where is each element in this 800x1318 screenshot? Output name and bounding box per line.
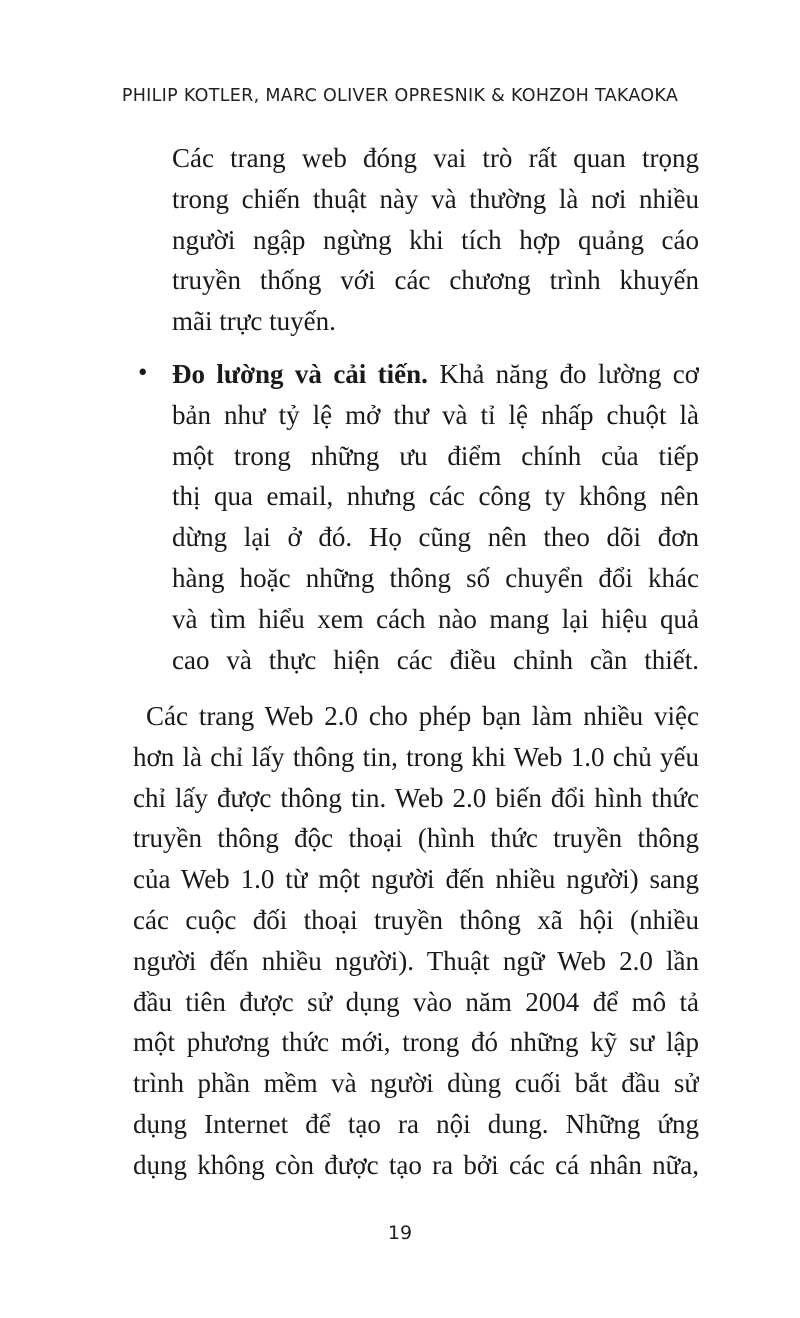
page-number: 19 [387,1222,413,1244]
text-line: trình phần mềm và người dùng cuối bắt đầu sử [133,1068,699,1099]
text-line: một trong những ưu điểm chính của tiếp [172,440,699,471]
text-line: người ngập ngừng khi tích hợp quảng cáo [172,224,699,255]
text-line: dụng không còn được tạo ra bởi các cá nhân nữa, [133,1149,699,1180]
text-line: trong chiến thuật này và thường là nơi nhiều [172,183,699,214]
bullet-first-line-rest: Khả năng đo lường cơ [427,359,699,389]
web20-paragraph [133,696,699,1186]
text-line: đầu tiên được sử dụng vào năm 2004 để mô tả [133,986,699,1017]
text-line: dụng Internet để tạo ra nội dung. Những ứng [133,1108,699,1139]
text-line: của Web 1.0 từ một người đến nhiều người) sang [133,864,699,895]
text-line: bản như tỷ lệ mở thư và tỉ lệ nhấp chuột là [172,399,699,430]
text-line: và tìm hiểu xem cách nào mang lại hiệu quả [172,603,699,634]
text-line: cao và thực hiện các điều chỉnh cần thiết. [172,644,699,675]
text-line: một phương thức mới, trong đó những kỹ sư lập [133,1027,699,1058]
text-line: dừng lại ở đó. Họ cũng nên theo dõi đơn [172,522,699,553]
bullet-title: Đo lường và cải tiến. [172,359,428,389]
text-line: truyền thông độc thoại (hình thức truyền thông [133,823,699,854]
text-line: các cuộc đối thoại truyền thông xã hội (nhiều [133,904,699,935]
bullet-item-measurement [172,354,699,680]
text-line: Các trang Web 2.0 cho phép bạn làm nhiều việc [146,701,699,731]
text-line: hàng hoặc những thông số chuyển đổi khác [172,562,699,593]
running-header: PHILIP KOTLER, MARC OLIVER OPRESNIK & KOHZOH TAKAOKA [121,86,679,106]
text-line: Các trang web đóng vai trò rất quan trọng [172,143,699,173]
continued-bullet-text [172,138,699,342]
text-line: người đến nhiều người). Thuật ngữ Web 2.0 lần [133,945,699,976]
text-line: chỉ lấy được thông tin. Web 2.0 biến đổi hình thức [133,782,699,813]
bullet-marker: • [138,357,148,387]
text-line: thị qua email, nhưng các công ty không nên [172,481,699,512]
text-line [172,354,699,395]
text-line: hơn là chỉ lấy thông tin, trong khi Web 1.0 chủ yếu [133,741,699,772]
text-line: truyền thống với các chương trình khuyến [172,265,699,296]
text-line: mãi trực tuyến. [172,306,336,337]
